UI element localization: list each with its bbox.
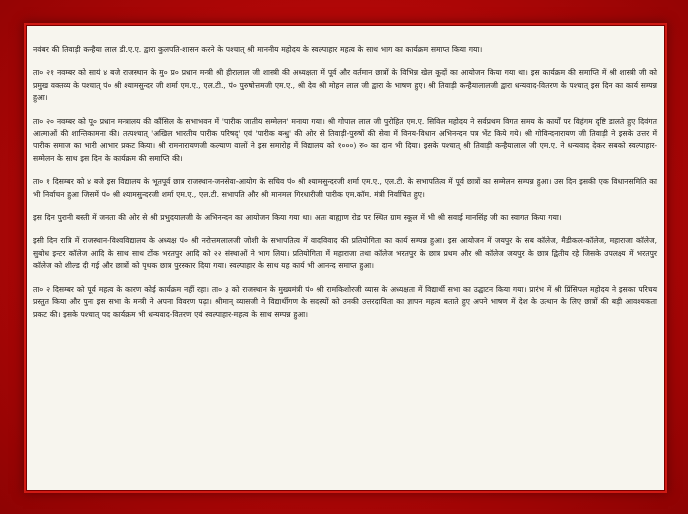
paragraph-4: ता० १ दिसम्बर को ४ बजे इस विद्यालय के भूतपूर्व छात्र राजस्थान-जनसेवा-आयोग के सचिव पं० श्री श्यामसुन्दरजी शर्मा एम.ए., एल.टी. के सभापतित्व में पूर्व छात्रों का सम्मेलन सम्पन्न हुआ। उस दिन इसकी एक विधानसमिति का भी निर्वाचन हुआ जिसमें पं० श्री श्यामसुन्दरजी शर्मा एम.ए., एल.टी. सभापति और श्री मानमल गिरधारीजी पारीक एम.कॉम. मंत्री निर्वाचित हुए। xyxy=(33,177,657,199)
paragraph-1: नवंबर की तिवाड़ी कन्हैया लाल डी.ए.ए. द्वारा कुलपति-शासन करने के पश्चात् श्री माननीय महोदय के स्वल्पाहार महत्व के साथ भाग का कार्यक्रम समाप्त किया गया। xyxy=(33,45,483,54)
paragraph-5: इस दिन पुरानी बस्ती में जनता की ओर से श्री प्रभुदयालजी के अभिनन्दन का आयोजन किया गया था। अतः बाह्याण रोड पर स्थित ग्राम स्कूल में भी श्री सवाई मानसिंह जी का स्वागत किया गया। xyxy=(33,213,562,223)
paragraph-2: ता० २१ नवम्बर को सायं ४ बजे राजस्थान के मु० प्र० प्रधान मन्त्री श्री हीरालाल जी शास्त्री की अध्यक्षता में पूर्व और वर्तमान छात्रों के विभिन्न खेल कूदों का आयोजन किया गया था। इस कार्यक्रम की समाप्ति में श्री शास्त्री जी को प्रमुख वक्तव्य के पश्चात् पं० श्री श्यामसुन्दर जी शर्मा एम.ए., एल.टी., पं० पुरुषोत्तमजी एम.ए., श्री देव श्री मोहन लाल जी द्वारा के भाषण हुए। श्री तिवाड़ी कन्हैयालालजी द्वारा धन्यवाद-वितरण के पश्चात् इस दिन का कार्य सम्पन्न हुआ। xyxy=(33,68,657,103)
paragraph-3: ता० २० नवम्बर को पू० प्रधान मन्त्रालय की कौंसिल के सभाभवन में 'पारीक जातीय सम्मेलन' मनाया गया। श्री गोपाल लाल जी पुरोहित एम.ए. सिविल महोदय ने सर्वप्रथम विगत समय के कार्यों पर विहंगम दृष्टि डालते हुए दिवंगत आत्माओं की शान्तिकामना की। तत्पश्चात् 'अखिल भारतीय पारीक परिषद्' एवं 'पारीक बन्धु' की ओर से तिवाड़ी-पुरुषों की सेवा में विनय-विधान अभिनन्दन पत्र भेंट किये गये। श्री गोविन्दनारायण जी तिवाड़ी ने इसके उत्तर में पारीक समाज का भारी आभार प्रकट किया। श्री रामनारायणजी कल्याण वालों ने इस समारोह में विद्यालय को १०००) रु० का दान भी दिया। इसके पश्चात् श्री तिवाड़ी कन्हैयालाल जी एम.ए. ने धन्यवाद देकर सबको स्वल्पाहार-सम्मेलन के साथ इस दिन के कार्यक्रम की समाप्ति की। xyxy=(33,116,657,163)
paragraph-7: ता० २ दिसम्बर को पूर्व महत्व के कारण कोई कार्यक्रम नहीं रहा। ता० ३ को राजस्थान के मुख्यमंत्री पं० श्री रामकिशोरजी व्यास के अध्यक्षता में विद्यार्थी सभा का उद्घाटन किया गया। प्रारंभ में श्री प्रिंसिपल महोदय ने इसका परिचय प्रस्तुत किया और पुनः इस सभा के मन्त्री ने अपना विवरण पढ़ा। श्रीमान् व्यासजी ने विद्यार्थीगण के सदस्यों को उनकी उत्तरदायिता का ज्ञापन महत्व बताते हुए अपने भाषण में देश के उत्थान के लिए छात्रों की बड़ी आवश्यकता प्रकट की। इसके पश्चात् पद कार्यक्रम भी धन्यवाद-वितरण एवं स्वल्पाहार-महत्व के साथ सम्पन्न हुआ। xyxy=(33,284,657,319)
document-page xyxy=(33,44,657,484)
paragraph-6: इसी दिन रात्रि में राजस्थान-विश्वविद्यालय के अध्यक्ष पं० श्री नरोत्तमलालजी जोशी के सभापतित्व में वादविवाद की प्रतियोगिता का कार्य सम्पन्न हुआ। इस आयोजन में जयपुर के सब कॉलेज, मैडीकल-कॉलेज, महाराजा कॉलेज, सुबोध इन्टर कॉलेज आदि के साथ साथ टोंक भरतपुर आदि को २२ संस्थाओं ने भाग लिया। प्रतियोगिता में महाराजा तथा कॉलेज भरतपुर के छात्र प्रथम और श्री कॉलेज जयपुर के छात्र द्वितीय रहे जिसके उपलक्ष्य में भरतपुर कॉलेज को शील्ड दी गई और छात्रों को पृथक छात्र पुरस्कार दिया गया। स्वल्पाहार के साथ यह कार्य भी आनन्द समाप्त हुआ। xyxy=(33,236,657,271)
document-frame xyxy=(26,25,665,491)
